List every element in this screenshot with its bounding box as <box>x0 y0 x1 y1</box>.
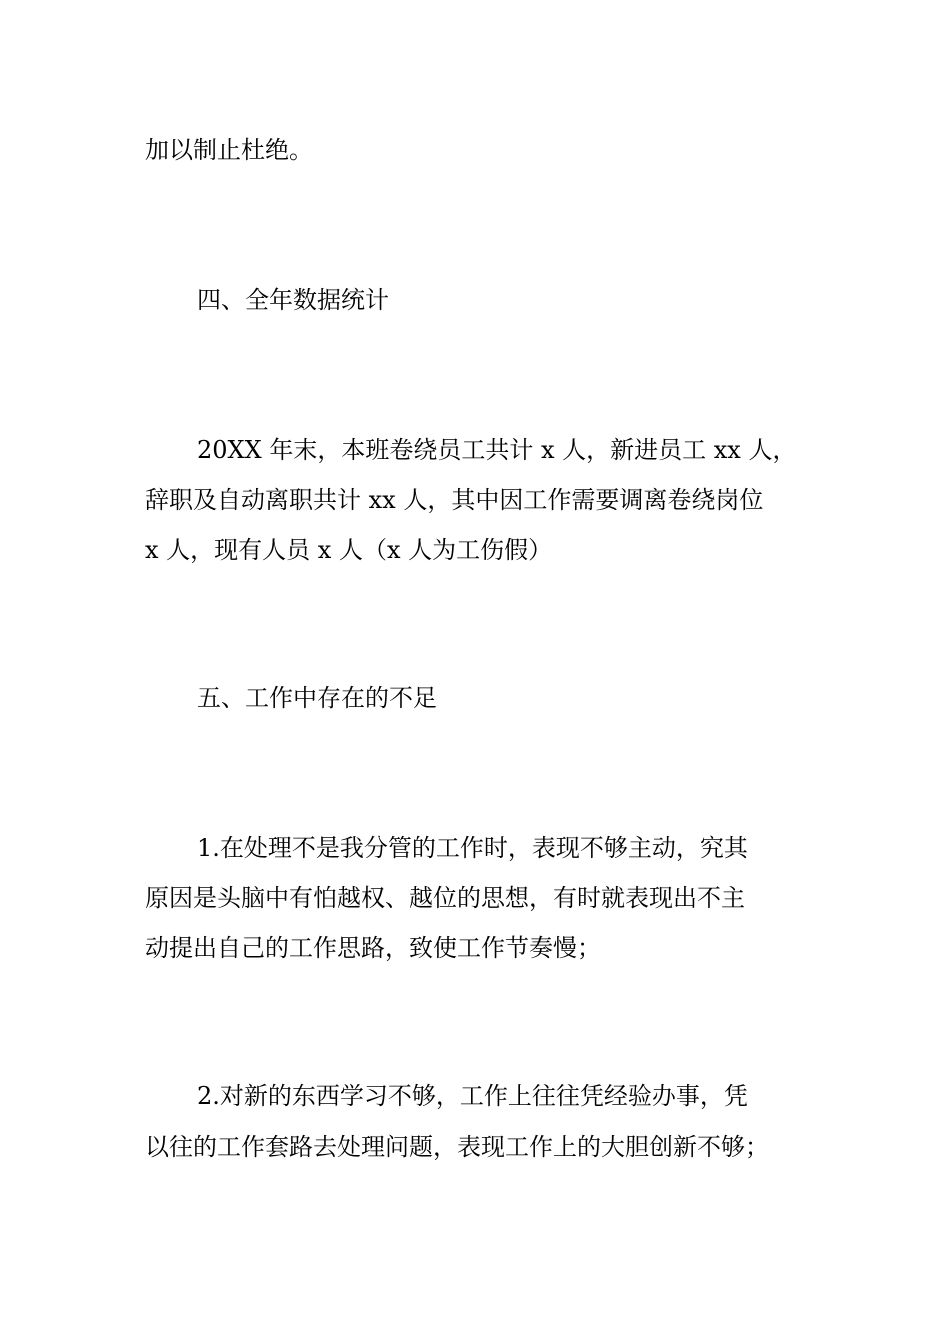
shortcoming-item-1-line-1: 1.在处理不是我分管的工作时，表现不够主动，究其 <box>197 834 748 862</box>
section-heading-annual-statistics: 四、全年数据统计 <box>197 286 389 314</box>
shortcoming-item-1-line-3: 动提出自己的工作思路，致使工作节奏慢； <box>145 934 601 962</box>
shortcoming-item-2-line-1: 2.对新的东西学习不够，工作上往往凭经验办事，凭 <box>197 1082 748 1110</box>
statistics-paragraph-line-1: 20XX 年末，本班卷绕员工共计 x 人，新进员工 xx 人， <box>197 436 797 464</box>
statistics-paragraph-line-3: x 人，现有人员 x 人（x 人为工伤假） <box>145 536 553 564</box>
paragraph-continuation: 加以制止杜绝。 <box>145 136 313 164</box>
statistics-paragraph-line-2: 辞职及自动离职共计 xx 人，其中因工作需要调离卷绕岗位 <box>145 486 764 514</box>
shortcoming-item-1-line-2: 原因是头脑中有怕越权、越位的思想，有时就表现出不主 <box>145 884 745 912</box>
shortcoming-item-2-line-2: 以往的工作套路去处理问题，表现工作上的大胆创新不够； <box>145 1133 769 1161</box>
section-heading-shortcomings: 五、工作中存在的不足 <box>197 684 437 712</box>
